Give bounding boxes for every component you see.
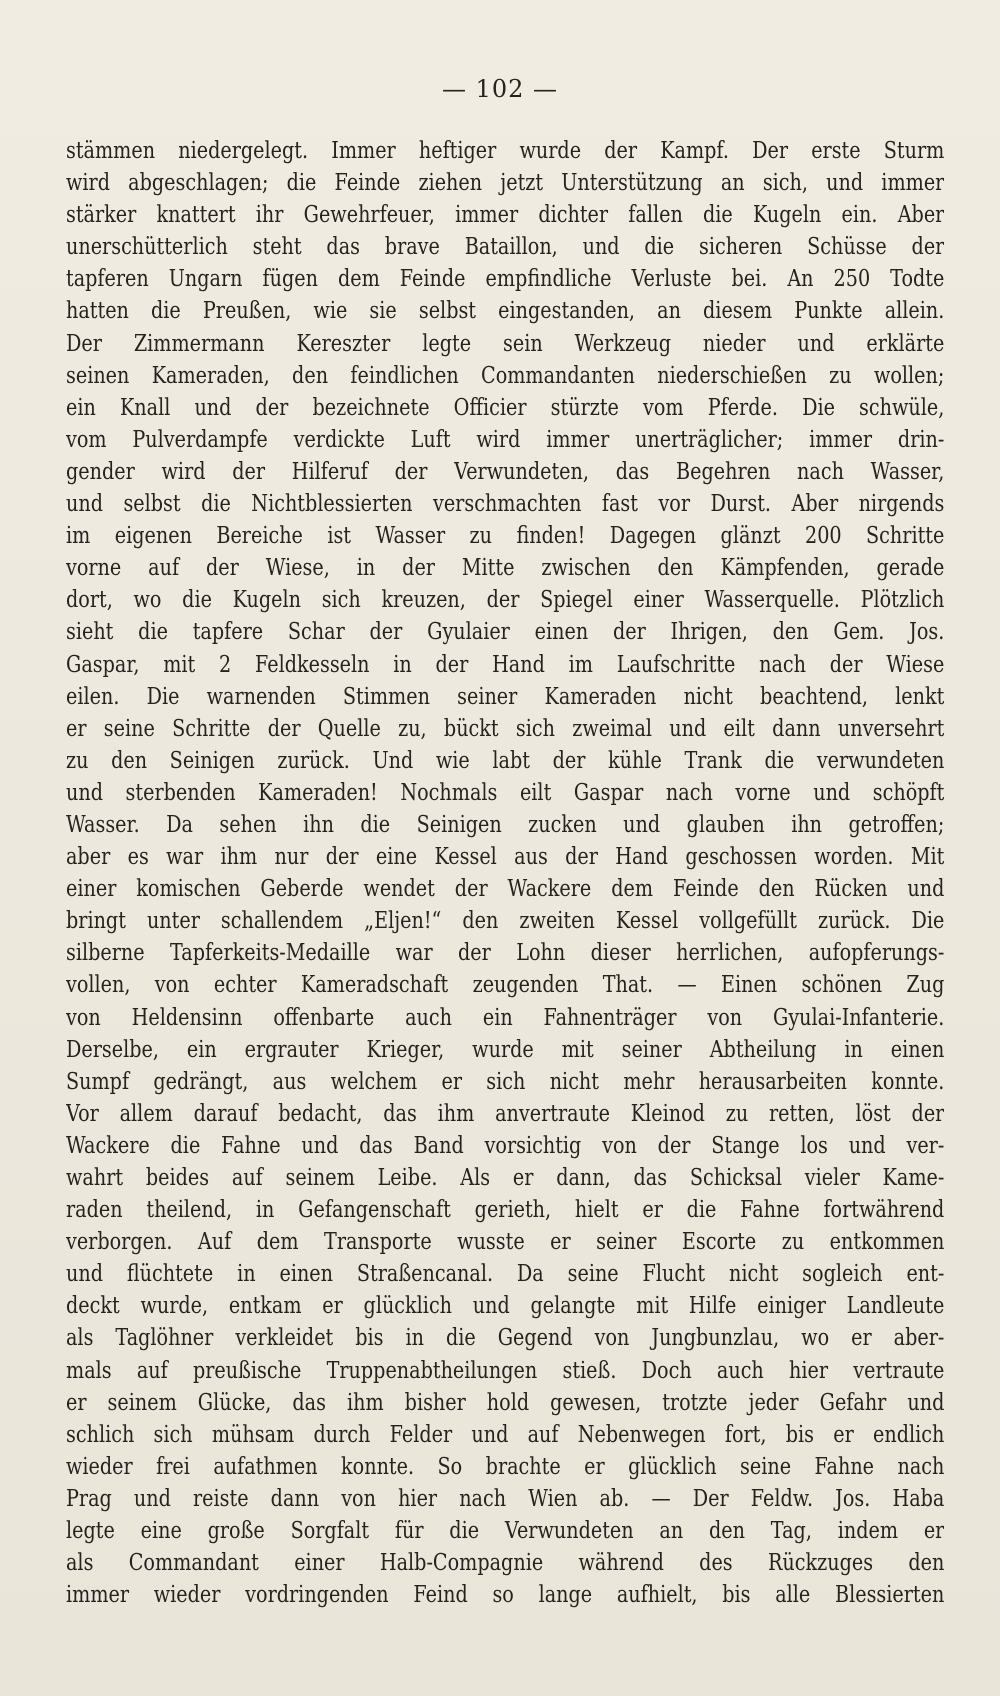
text-line: schlich sich mühsam durch Felder und auf Nebenwegen fort, bis er endlich xyxy=(66,1419,944,1448)
text-line: vom Pulverdampfe verdickte Luft wird immer unerträglicher; immer drin- xyxy=(66,424,944,453)
text-line: aber es war ihm nur der eine Kessel aus der Hand geschossen worden. Mit xyxy=(66,842,944,871)
text-line: eilen. Die warnenden Stimmen seiner Kameraden nicht beachtend, lenkt xyxy=(66,681,944,710)
text-line: zu den Seinigen zurück. Und wie labt der kühle Trank die verwundeten xyxy=(66,745,944,774)
text-line: wird abgeschlagen; die Feinde ziehen jetzt Unterstützung an sich, und immer xyxy=(66,168,944,197)
text-line: Vor allem darauf bedacht, das ihm anvertraute Kleinod zu retten, löst der xyxy=(66,1098,944,1127)
text-line: wahrt beides auf seinem Leibe. Als er dann, das Schicksal vieler Kame- xyxy=(66,1163,944,1191)
text-line: dort, wo die Kugeln sich kreuzen, der Spiegel einer Wasserquelle. Plötzlich xyxy=(66,585,944,614)
text-line: als Taglöhner verkleidet bis in die Gegend von Jungbunzlau, wo er aber- xyxy=(66,1323,944,1352)
text-line: mals auf preußische Truppenabtheilungen stieß. Doch auch hier vertraute xyxy=(66,1355,944,1384)
text-line: verborgen. Auf dem Transporte wusste er seiner Escorte zu entkommen xyxy=(66,1227,944,1256)
text-line: Derselbe, ein ergrauter Krieger, wurde mit seiner Abtheilung in einen xyxy=(66,1034,944,1063)
text-line: bringt unter schallendem „Eljen!“ den zweiten Kessel vollgefüllt zurück. Die xyxy=(66,906,944,935)
text-line: stärker knattert ihr Gewehrfeuer, immer dichter fallen die Kugeln ein. Aber xyxy=(66,200,944,229)
text-line: silberne Tapferkeits-Medaille war der Lohn dieser herrlichen, aufopferungs- xyxy=(66,938,944,967)
text-line: er seine Schritte der Quelle zu, bückt sich zweimal und eilt dann unversehrt xyxy=(66,713,944,742)
text-line: immer wieder vordringenden Feind so lange aufhielt, bis alle Blessierten xyxy=(66,1580,944,1609)
text-line: im eigenen Bereiche ist Wasser zu finden! Dagegen glänzt 200 Schritte xyxy=(66,521,944,550)
text-line: sieht die tapfere Schar der Gyulaier einen der Ihrigen, den Gem. Jos. xyxy=(66,617,944,646)
text-line: und flüchtete in einen Straßencanal. Da seine Flucht nicht sogleich ent- xyxy=(66,1259,944,1288)
text-line: Sumpf gedrängt, aus welchem er sich nicht mehr herausarbeiten konnte. xyxy=(66,1066,944,1095)
text-line: als Commandant einer Halb-Compagnie während des Rückzuges den xyxy=(66,1548,944,1577)
text-line: vorne auf der Wiese, in der Mitte zwischen den Kämpfenden, gerade xyxy=(66,553,944,582)
page-number: — 102 — xyxy=(441,75,559,103)
text-line: wieder frei aufathmen konnte. So brachte er glücklich seine Fahne nach xyxy=(66,1451,944,1480)
text-line: von Heldensinn offenbarte auch ein Fahnenträger von Gyulai-Infanterie. xyxy=(66,1002,944,1031)
text-line: er seinem Glücke, das ihm bisher hold gewesen, trotzte jeder Gefahr und xyxy=(66,1387,944,1416)
text-line: hatten die Preußen, wie sie selbst eingestanden, an diesem Punkte allein. xyxy=(66,296,944,325)
text-line: Gaspar, mit 2 Feldkesseln in der Hand im Laufschritte nach der Wiese xyxy=(66,649,944,678)
text-line: ein Knall und der bezeichnete Officier stürzte vom Pferde. Die schwüle, xyxy=(66,392,944,421)
text-line: einer komischen Geberde wendet der Wackere dem Feinde den Rücken und xyxy=(66,874,944,903)
text-line: unerschütterlich steht das brave Bataillon, und die sicheren Schüsse der xyxy=(66,232,944,261)
body-text xyxy=(66,134,944,1670)
text-line: und selbst die Nichtblessierten verschmachten fast vor Durst. Aber nirgends xyxy=(66,489,944,518)
text-line: Wasser. Da sehen ihn die Seinigen zucken und glauben ihn getroffen; xyxy=(66,809,944,838)
text-line: vollen, von echter Kameradschaft zeugenden That. — Einen schönen Zug xyxy=(66,970,944,999)
text-line: raden theilend, in Gefangenschaft gerieth, hielt er die Fahne fortwährend xyxy=(66,1195,944,1224)
text-line: Prag und reiste dann von hier nach Wien ab. — Der Feldw. Jos. Haba xyxy=(66,1483,944,1512)
text-line: deckt wurde, entkam er glücklich und gelangte mit Hilfe einiger Landleute xyxy=(66,1291,944,1320)
text-line: Der Zimmermann Kereszter legte sein Werkzeug nieder und erklärte xyxy=(66,328,944,357)
text-line: und sterbenden Kameraden! Nochmals eilt Gaspar nach vorne und schöpft xyxy=(66,777,944,806)
text-line: tapferen Ungarn fügen dem Feinde empfindliche Verluste bei. An 250 Todte xyxy=(66,264,944,293)
text-line: legte eine große Sorgfalt für die Verwundeten an den Tag, indem er xyxy=(66,1516,944,1545)
text-line: gender wird der Hilferuf der Verwundeten, das Begehren nach Wasser, xyxy=(66,456,944,485)
text-line: stämmen niedergelegt. Immer heftiger wurde der Kampf. Der erste Sturm xyxy=(66,136,944,164)
text-line: seinen Kameraden, den feindlichen Commandanten niederschießen zu wollen; xyxy=(66,360,944,389)
text-line: Wackere die Fahne und das Band vorsichtig von der Stange los und ver- xyxy=(66,1130,944,1159)
